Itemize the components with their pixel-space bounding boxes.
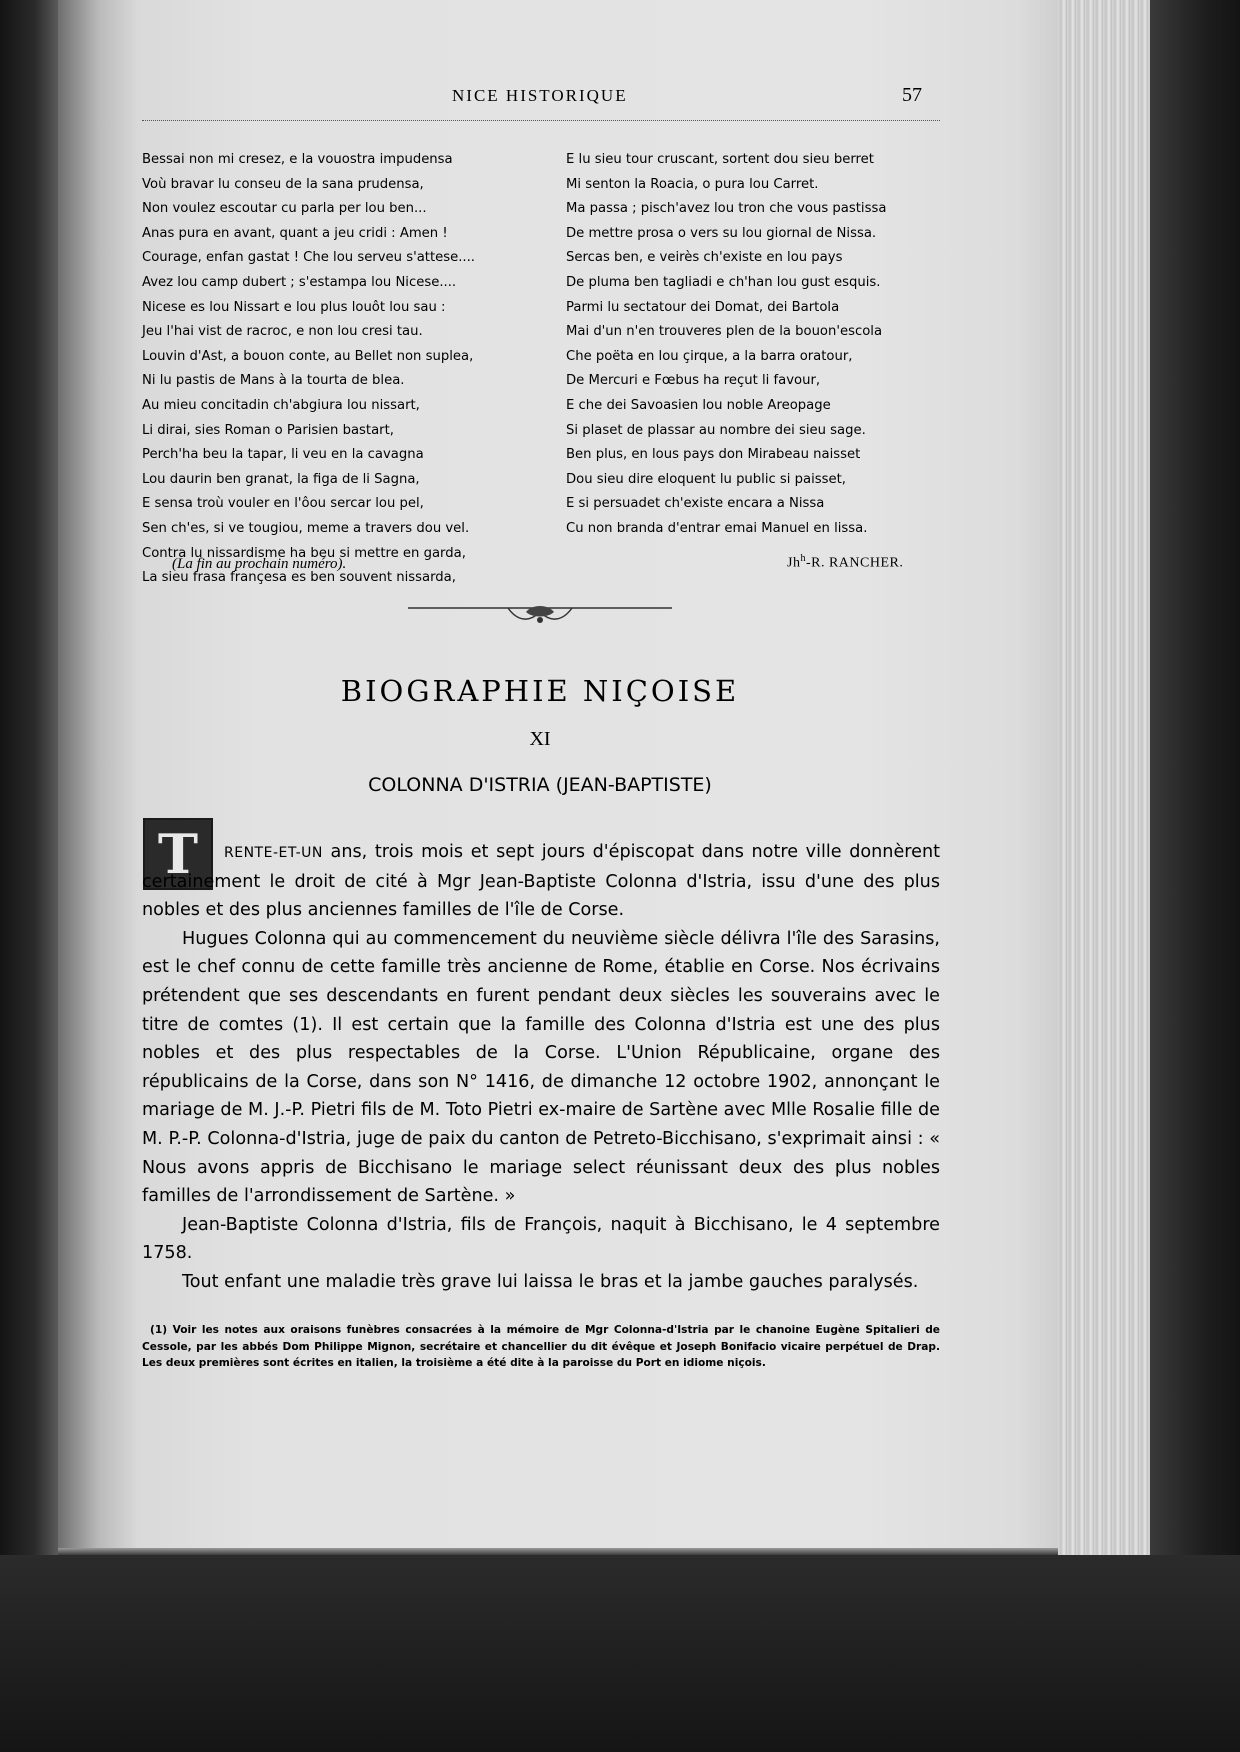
book-page-edges	[1058, 0, 1150, 1555]
signature-name: -R. RANCHER.	[805, 555, 904, 571]
verse-line: Voù bravar lu conseu de la sana prudensa,	[142, 176, 424, 192]
desk-background-left	[0, 0, 58, 1752]
author-signature	[787, 553, 903, 572]
drop-cap-letter: T	[157, 822, 199, 886]
verse-line: Nicese es lou Nissart e lou plus louôt lou sau :	[142, 299, 446, 315]
verse-line: Avez lou camp dubert ; s'estampa lou Nicese....	[142, 274, 457, 290]
page-bottom-edge	[58, 1548, 1058, 1555]
verse-line: Lou daurin ben granat, la figa de li Sagna,	[142, 471, 420, 487]
verse-line: Non voulez escoutar cu parla per lou ben...	[142, 201, 427, 217]
verse-line: De pluma ben tagliadi e ch'han lou gust esquis.	[566, 274, 881, 290]
verse-line: Perch'ha beu la tapar, li veu en la cavagna	[142, 447, 424, 463]
journal-title: NICE HISTORIQUE	[452, 86, 628, 105]
verse-line: Sen ch'es, si ve tougiou, meme a travers dou vel.	[142, 520, 470, 536]
verse-line: Louvin d'Ast, a bouon conte, au Bellet non suplea,	[142, 348, 474, 364]
section-title: BIOGRAPHIE NIÇOISE	[340, 674, 740, 708]
poem-left-column	[142, 148, 532, 591]
article-paragraph: Tout enfant une maladie très grave lui laissa le bras et la jambe gauches paralysés.	[182, 1271, 919, 1292]
header-rule	[142, 120, 940, 121]
continued-note: (La fin au prochain numéro).	[172, 556, 347, 572]
page-number: 57	[902, 84, 922, 106]
verse-line: Courage, enfan gastat ! Che lou serveu s'attese....	[142, 250, 475, 266]
divider-ornament	[408, 598, 672, 628]
verse-line: Bessai non mi cresez, e la vouostra impudensa	[142, 152, 453, 167]
article-paragraph	[142, 838, 940, 925]
verse-line: Au mieu concitadin ch'abgiura lou nissart,	[142, 397, 420, 413]
verse-line: Li dirai, sies Roman o Parisien bastart,	[142, 422, 394, 438]
verse-line: Jeu l'hai vist de racroc, e non lou cresi tau.	[142, 324, 423, 340]
section-number: XI	[529, 728, 551, 750]
verse-line: Cu non branda d'entrar emai Manuel en lissa.	[566, 520, 868, 536]
signature-superscript: h	[800, 553, 806, 564]
verse-line: Mai d'un n'en trouveres plen de la bouon'escola	[566, 324, 883, 340]
verse-line: Contra lu nissardisme ha beu si mettre en garda,	[142, 545, 466, 561]
verse-line: E sensa troù vouler en l'ôou sercar lou pel,	[142, 496, 424, 512]
running-header	[82, 86, 940, 112]
verse-line: De mettre prosa o vers su lou giornal de Nissa.	[566, 225, 877, 241]
paragraph-text: ans, trois mois et sept jours d'épiscopat dans notre ville donnèrent certainement le droit de cité à Mgr Jean-Baptiste Colonna d'Istria, issu d'une des plus nobles et des plus anciennes familles de l'île de Corse.	[142, 842, 940, 921]
verse-line: Dou sieu dire eloquent lu public si paisset,	[566, 471, 846, 487]
footnote	[142, 1322, 940, 1372]
article-paragraph: Hugues Colonna qui au commencement du neuvième siècle délivra l'île des Sarasins, est le chef connu de cette famille très ancienne de Rome, établie en Corse. Nos écrivains prétendent que ses descendants en furent pendant deux siècles les souverains avec le titre de comtes (1). Il est certain que la famille des Colonna d'Istria est une des plus nobles et des plus respectables de la Corse. L'Union Républicaine, organe des républicains de la Corse, dans son N° 1416, de dimanche 12 octobre 1902, annonçant le mariage de M. J.-P. Pietri fils de M. Toto Pietri ex-maire de Sartène avec Mlle Rosalie fille de M. P.-P. Colonna-d'Istria, juge de paix du canton de Petreto-Bicchisano, s'exprimait ainsi : « Nous avons appris de Bicchisano le mariage select réunissant deux des plus nobles familles de l'arrondissement de Sartène. »	[142, 928, 940, 1207]
verse-line: E che dei Savoasien lou noble Areopage	[566, 397, 831, 413]
verse-line: E lu sieu tour cruscant, sortent dou sieu berret	[566, 152, 874, 167]
verse-line: Sercas ben, e veirès ch'existe en lou pays	[566, 250, 843, 266]
verse-line: Parmi lu sectatour dei Domat, dei Bartola	[566, 299, 840, 315]
lead-word: RENTE-ET-UN	[224, 845, 323, 861]
verse-line: Si plaset de plassar au nombre dei sieu sage.	[566, 422, 866, 438]
article-body	[142, 838, 940, 1297]
article-subject: COLONNA D'ISTRIA (JEAN-BAPTISTE)	[368, 774, 712, 796]
verse-line: Che poëta en lou çirque, a la barra oratour,	[566, 348, 853, 364]
desk-background-bottom	[0, 1555, 1240, 1752]
verse-line: Ma passa ; pisch'avez lou tron che vous pastissa	[566, 201, 887, 217]
verse-line: De Mercuri e Fœbus ha reçut li favour,	[566, 373, 821, 389]
book-cover-right	[1150, 0, 1240, 1752]
footnote-text: (1) Voir les notes aux oraisons funèbres consacrées à la mémoire de Mgr Colonna-d'Istria par le chanoine Eugène Spitalieri de Cessole, par les abbés Dom Philippe Mignon, secrétaire et chancellier du dit évêque et Joseph Bonifacio vicaire perpétuel de Drap. Les deux premières sont écrites en italien, la troisième a été dite à la paroisse du Port en idiome niçois.	[142, 1324, 940, 1370]
signature-initial: Jh	[787, 555, 801, 571]
verse-line: Anas pura en avant, quant a jeu cridi : Amen !	[142, 225, 448, 241]
verse-line: Ni lu pastis de Mans à la tourta de blea.	[142, 373, 405, 389]
verse-line: Mi senton la Roacia, o pura lou Carret.	[566, 176, 819, 192]
poem-right-column	[566, 148, 946, 542]
verse-line: La sieu frasa françesa es ben souvent nissarda,	[142, 570, 456, 586]
article-paragraph: Jean-Baptiste Colonna d'Istria, fils de François, naquit à Bicchisano, le 4 septembre 1758.	[142, 1214, 940, 1264]
verse-line: E si persuadet ch'existe encara a Nissa	[566, 496, 825, 512]
verse-line: Ben plus, en lous pays don Mirabeau naisset	[566, 447, 861, 463]
